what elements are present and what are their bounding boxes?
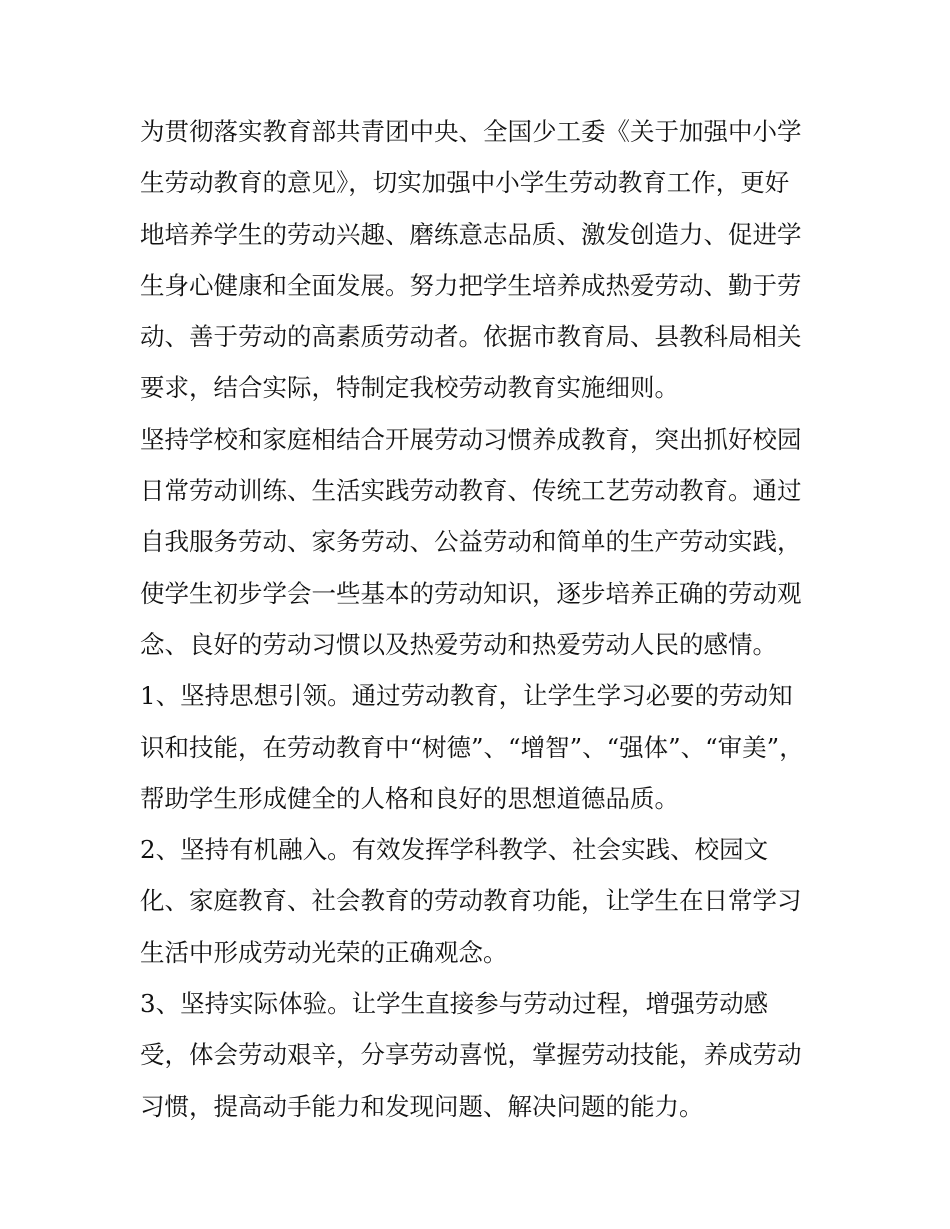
text-line: 念、良好的劳动习惯以及热爱劳动和热爱劳动人民的感情。 (140, 629, 777, 659)
text-line: 要求，结合实际，特制定我校劳动教育实施细则。 (140, 373, 679, 403)
paragraph-goals (140, 414, 820, 670)
text-line: 地培养学生的劳动兴趣、磨练意志品质、激发创造力、促进学 (140, 219, 802, 249)
text-line: 坚持学校和家庭相结合开展劳动习惯养成教育，突出抓好校园 (140, 424, 802, 454)
text-line: 生活中形成劳动光荣的正确观念。 (140, 937, 508, 967)
text-line: 帮助学生形成健全的人格和良好的思想道德品质。 (140, 783, 679, 813)
text-line: 为贯彻落实教育部共青团中央、全国少工委《关于加强中小学 (140, 117, 802, 146)
text-line: 3、坚持实际体验。让学生直接参与劳动过程，增强劳动感 (140, 989, 769, 1019)
paragraph-principle-3 (140, 978, 820, 1132)
text-line: 2、坚持有机融入。有效发挥学科教学、社会实践、校园文 (140, 835, 769, 865)
text-line: 生劳动教育的意见》，切实加强中小学生劳动教育工作，更好 (140, 168, 790, 198)
text-line: 化、家庭教育、社会教育的劳动教育功能，让学生在日常学习 (140, 886, 802, 916)
paragraph-principle-1 (140, 670, 820, 824)
document-body (140, 106, 820, 1132)
text-line: 识和技能，在劳动教育中“树德”、“增智”、“强体”、“审美”， (140, 732, 804, 762)
text-line: 受，体会劳动艰辛，分享劳动喜悦，掌握劳动技能，养成劳动 (140, 1040, 802, 1070)
paragraph-intro (140, 106, 820, 414)
text-line: 使学生初步学会一些基本的劳动知识，逐步培养正确的劳动观 (140, 578, 802, 608)
text-line: 1、坚持思想引领。通过劳动教育，让学生学习必要的劳动知 (140, 681, 793, 711)
text-line: 自我服务劳动、家务劳动、公益劳动和简单的生产劳动实践， (140, 527, 802, 557)
text-line: 生身心健康和全面发展。努力把学生培养成热爱劳动、勤于劳 (140, 270, 802, 300)
text-line: 动、善于劳动的高素质劳动者。依据市教育局、县教科局相关 (140, 322, 802, 352)
paragraph-principle-2 (140, 824, 820, 978)
text-line: 习惯，提高动手能力和发现问题、解决问题的能力。 (140, 1091, 704, 1121)
text-line: 日常劳动训练、生活实践劳动教育、传统工艺劳动教育。通过 (140, 476, 802, 506)
